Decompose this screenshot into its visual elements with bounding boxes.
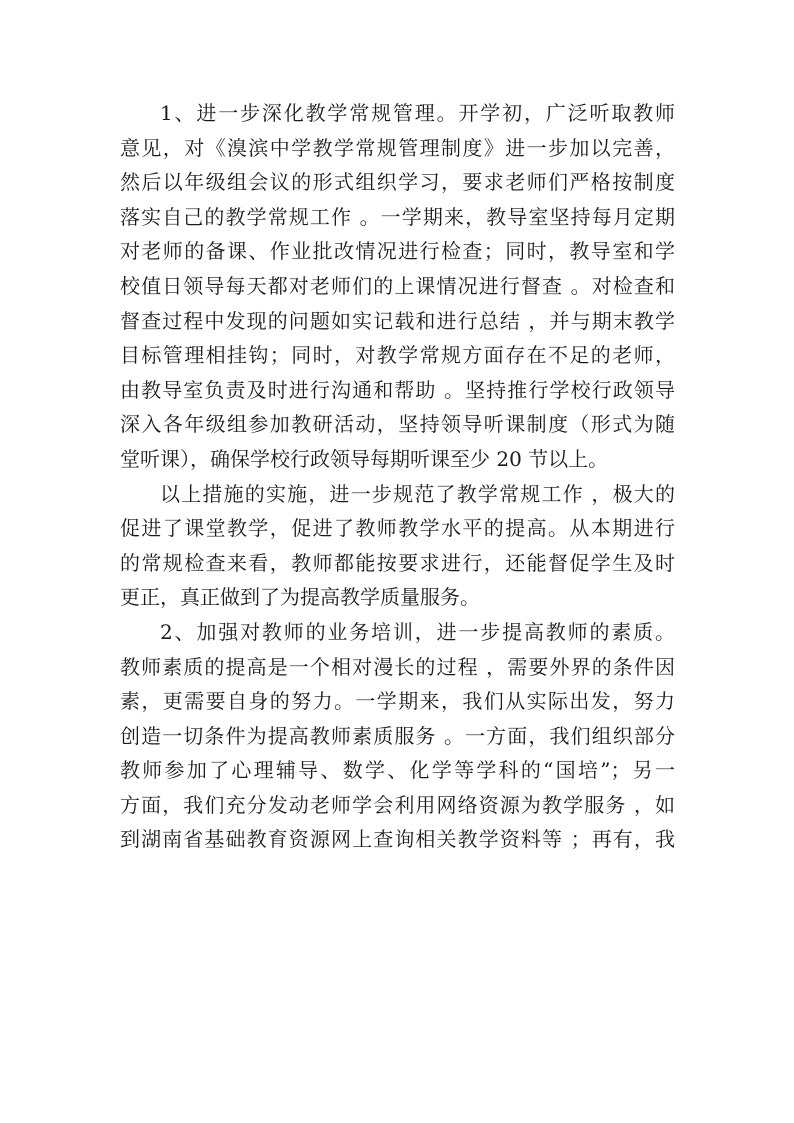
paragraph-1-line-6: 校值日领导每天都对老师们的上课情况进行督查 。对检查和 bbox=[120, 273, 675, 298]
paragraph-3-line-5: 教师参加了心理辅导、数学、化学等学科的“国培”；另一 bbox=[120, 758, 675, 783]
paragraph-1-line-3: 然后以年级组会议的形式组织学习，要求老师们严格按制度 bbox=[120, 170, 675, 195]
document-body bbox=[120, 96, 675, 857]
paragraph-3-line-2: 教师素质的提高是一个相对漫长的过程 ，需要外界的条件因 bbox=[120, 654, 675, 679]
paragraph-1-line-7: 督查过程中发现的问题如实记载和进行总结 ，并与期末教学 bbox=[120, 308, 675, 333]
paragraph-1-line-10: 深入各年级组参加教研活动，坚持领导听课制度（形式为随 bbox=[120, 412, 675, 437]
paragraph-3-line-7: 到湖南省基础教育资源网上查询相关教学资料等 ；再有，我 bbox=[120, 827, 675, 852]
paragraph-1-line-5: 对老师的备课、作业批改情况进行检查；同时，教导室和学 bbox=[120, 239, 675, 264]
paragraph-1-line-4: 落实自己的教学常规工作 。一学期来，教导室坚持每月定期 bbox=[120, 204, 675, 229]
paragraph-1-line-11: 堂听课），确保学校行政领导每期听课至少 20 节以上。 bbox=[120, 446, 609, 471]
paragraph-3-line-6: 方面，我们充分发动老师学会利用网络资源为教学服务 ，如 bbox=[120, 792, 675, 817]
paragraph-2-line-2: 促进了课堂教学，促进了教师教学水平的提高。从本期进行 bbox=[120, 516, 675, 541]
paragraph-1-line-8: 目标管理相挂钩；同时，对教学常规方面存在不足的老师， bbox=[120, 343, 675, 368]
paragraph-1-line-1: 1、进一步深化教学常规管理。开学初，广泛听取教师 bbox=[160, 101, 675, 125]
paragraph-2-line-1: 以上措施的实施，进一步规范了教学常规工作 ，极大的 bbox=[160, 481, 675, 506]
paragraph-2-line-4: 更正，真正做到了为提高教学质量服务。 bbox=[120, 585, 480, 610]
paragraph-3-line-3: 素，更需要自身的努力。一学期来，我们从实际出发，努力 bbox=[120, 689, 675, 714]
paragraph-1-line-2: 意见，对《溴滨中学教学常规管理制度》进一步加以完善， bbox=[120, 135, 675, 160]
paragraph-3-line-4: 创造一切条件为提高教师素质服务 。一方面，我们组织部分 bbox=[120, 723, 675, 748]
paragraph-2-line-3: 的常规检查来看，教师都能按要求进行，还能督促学生及时 bbox=[120, 550, 675, 575]
paragraph-3-line-1: 2、加强对教师的业务培训，进一步提高教师的素质。 bbox=[160, 619, 675, 644]
paragraph-1-line-9: 由教导室负责及时进行沟通和帮助 。坚持推行学校行政领导 bbox=[120, 377, 675, 402]
